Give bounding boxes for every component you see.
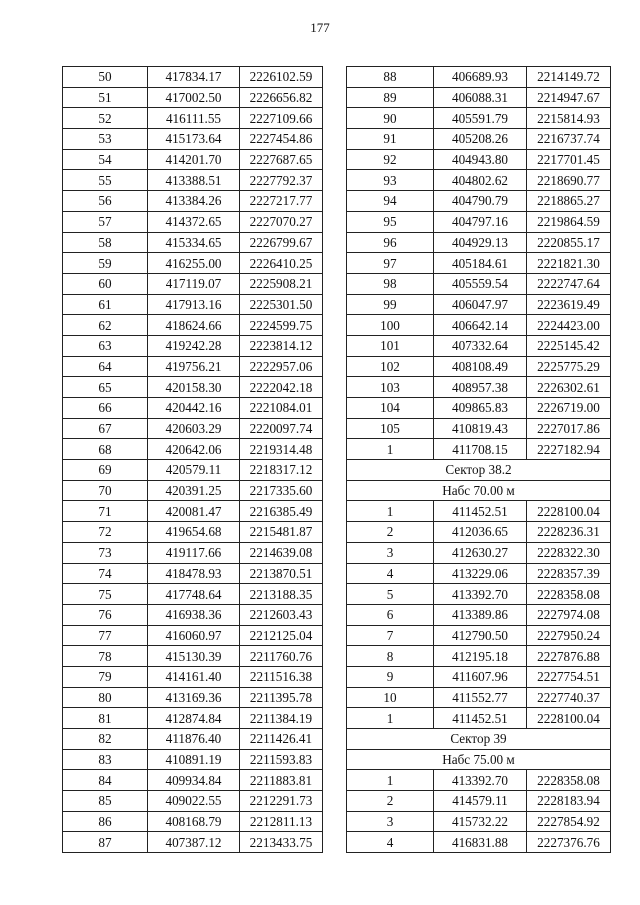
table-row	[63, 791, 323, 812]
y-coordinate-cell: 2221821.30	[527, 253, 611, 274]
x-coordinate-cell: 420579.11	[148, 460, 240, 481]
x-coordinate-cell: 413389.86	[434, 604, 527, 625]
point-number-cell: 8	[347, 646, 434, 667]
y-coordinate-cell: 2216385.49	[240, 501, 323, 522]
y-coordinate-cell: 2221084.01	[240, 398, 323, 419]
x-coordinate-cell: 409934.84	[148, 770, 240, 791]
point-number-cell: 74	[63, 563, 148, 584]
x-coordinate-cell: 412195.18	[434, 646, 527, 667]
x-coordinate-cell: 406088.31	[434, 87, 527, 108]
x-coordinate-cell: 413169.36	[148, 687, 240, 708]
point-number-cell: 1	[347, 439, 434, 460]
table-row	[347, 501, 611, 522]
y-coordinate-cell: 2211395.78	[240, 687, 323, 708]
point-number-cell: 10	[347, 687, 434, 708]
x-coordinate-cell: 404797.16	[434, 211, 527, 232]
y-coordinate-cell: 2227974.08	[527, 604, 611, 625]
point-number-cell: 104	[347, 398, 434, 419]
table-row	[347, 708, 611, 729]
point-number-cell: 75	[63, 584, 148, 605]
y-coordinate-cell: 2211384.19	[240, 708, 323, 729]
x-coordinate-cell: 416938.36	[148, 604, 240, 625]
table-row	[347, 646, 611, 667]
y-coordinate-cell: 2225775.29	[527, 356, 611, 377]
x-coordinate-cell: 404943.80	[434, 149, 527, 170]
point-number-cell: 81	[63, 708, 148, 729]
table-row	[63, 170, 323, 191]
point-number-cell: 1	[347, 501, 434, 522]
table-row	[347, 542, 611, 563]
point-number-cell: 96	[347, 232, 434, 253]
x-coordinate-cell: 420442.16	[148, 398, 240, 419]
x-coordinate-cell: 404929.13	[434, 232, 527, 253]
point-number-cell: 2	[347, 522, 434, 543]
x-coordinate-cell: 417913.16	[148, 294, 240, 315]
x-coordinate-cell: 413392.70	[434, 584, 527, 605]
point-number-cell: 102	[347, 356, 434, 377]
x-coordinate-cell: 418478.93	[148, 563, 240, 584]
y-coordinate-cell: 2212125.04	[240, 625, 323, 646]
table-row	[63, 584, 323, 605]
point-number-cell: 73	[63, 542, 148, 563]
table-row	[63, 149, 323, 170]
table-row	[63, 67, 323, 88]
y-coordinate-cell: 2211593.83	[240, 749, 323, 770]
x-coordinate-cell: 414201.70	[148, 149, 240, 170]
point-number-cell: 2	[347, 791, 434, 812]
x-coordinate-cell: 416255.00	[148, 253, 240, 274]
x-coordinate-cell: 418624.66	[148, 315, 240, 336]
y-coordinate-cell: 2224423.00	[527, 315, 611, 336]
x-coordinate-cell: 406047.97	[434, 294, 527, 315]
y-coordinate-cell: 2225301.50	[240, 294, 323, 315]
x-coordinate-cell: 419756.21	[148, 356, 240, 377]
y-coordinate-cell: 2214149.72	[527, 67, 611, 88]
x-coordinate-cell: 408168.79	[148, 811, 240, 832]
y-coordinate-cell: 2219314.48	[240, 439, 323, 460]
y-coordinate-cell: 2227109.66	[240, 108, 323, 129]
x-coordinate-cell: 411552.77	[434, 687, 527, 708]
x-coordinate-cell: 404790.79	[434, 191, 527, 212]
point-number-cell: 3	[347, 811, 434, 832]
section-header-row	[347, 749, 611, 770]
point-number-cell: 7	[347, 625, 434, 646]
y-coordinate-cell: 2220855.17	[527, 232, 611, 253]
point-number-cell: 83	[63, 749, 148, 770]
x-coordinate-cell: 414161.40	[148, 666, 240, 687]
y-coordinate-cell: 2228236.31	[527, 522, 611, 543]
table-row	[63, 335, 323, 356]
y-coordinate-cell: 2228322.30	[527, 542, 611, 563]
table-row	[347, 129, 611, 150]
point-number-cell: 66	[63, 398, 148, 419]
table-row	[63, 439, 323, 460]
x-coordinate-cell: 409022.55	[148, 791, 240, 812]
y-coordinate-cell: 2214639.08	[240, 542, 323, 563]
y-coordinate-cell: 2226799.67	[240, 232, 323, 253]
y-coordinate-cell: 2211883.81	[240, 770, 323, 791]
x-coordinate-cell: 416831.88	[434, 832, 527, 853]
table-row	[347, 335, 611, 356]
y-coordinate-cell: 2211516.38	[240, 666, 323, 687]
y-coordinate-cell: 2228183.94	[527, 791, 611, 812]
y-coordinate-cell: 2223814.12	[240, 335, 323, 356]
y-coordinate-cell: 2227687.65	[240, 149, 323, 170]
point-number-cell: 5	[347, 584, 434, 605]
y-coordinate-cell: 2213433.75	[240, 832, 323, 853]
point-number-cell: 76	[63, 604, 148, 625]
x-coordinate-cell: 410819.43	[434, 418, 527, 439]
point-number-cell: 72	[63, 522, 148, 543]
table-row	[347, 604, 611, 625]
table-row	[347, 211, 611, 232]
point-number-cell: 99	[347, 294, 434, 315]
point-number-cell: 98	[347, 273, 434, 294]
y-coordinate-cell: 2222957.06	[240, 356, 323, 377]
y-coordinate-cell: 2211760.76	[240, 646, 323, 667]
y-coordinate-cell: 2227854.92	[527, 811, 611, 832]
table-row	[63, 460, 323, 481]
point-number-cell: 4	[347, 563, 434, 584]
point-number-cell: 61	[63, 294, 148, 315]
y-coordinate-cell: 2215481.87	[240, 522, 323, 543]
point-number-cell: 82	[63, 729, 148, 750]
point-number-cell: 88	[347, 67, 434, 88]
y-coordinate-cell: 2227792.37	[240, 170, 323, 191]
x-coordinate-cell: 410891.19	[148, 749, 240, 770]
x-coordinate-cell: 420603.29	[148, 418, 240, 439]
point-number-cell: 4	[347, 832, 434, 853]
table-row	[347, 563, 611, 584]
x-coordinate-cell: 414372.65	[148, 211, 240, 232]
y-coordinate-cell: 2227182.94	[527, 439, 611, 460]
point-number-cell: 101	[347, 335, 434, 356]
x-coordinate-cell: 408957.38	[434, 377, 527, 398]
point-number-cell: 90	[347, 108, 434, 129]
point-number-cell: 77	[63, 625, 148, 646]
point-number-cell: 51	[63, 87, 148, 108]
point-number-cell: 94	[347, 191, 434, 212]
point-number-cell: 58	[63, 232, 148, 253]
y-coordinate-cell: 2211426.41	[240, 729, 323, 750]
x-coordinate-cell: 415130.39	[148, 646, 240, 667]
x-coordinate-cell: 416060.97	[148, 625, 240, 646]
y-coordinate-cell: 2226719.00	[527, 398, 611, 419]
point-number-cell: 103	[347, 377, 434, 398]
x-coordinate-cell: 405559.54	[434, 273, 527, 294]
x-coordinate-cell: 414579.11	[434, 791, 527, 812]
point-number-cell: 70	[63, 480, 148, 501]
table-row	[63, 211, 323, 232]
table-row	[63, 191, 323, 212]
table-row	[63, 253, 323, 274]
table-row	[347, 811, 611, 832]
coordinates-table-left	[62, 66, 323, 853]
point-number-cell: 100	[347, 315, 434, 336]
section-header-row	[347, 480, 611, 501]
point-number-cell: 56	[63, 191, 148, 212]
x-coordinate-cell: 419117.66	[148, 542, 240, 563]
point-number-cell: 65	[63, 377, 148, 398]
y-coordinate-cell: 2215814.93	[527, 108, 611, 129]
table-row	[63, 87, 323, 108]
y-coordinate-cell: 2213870.51	[240, 563, 323, 584]
x-coordinate-cell: 415173.64	[148, 129, 240, 150]
x-coordinate-cell: 406689.93	[434, 67, 527, 88]
y-coordinate-cell: 2217335.60	[240, 480, 323, 501]
x-coordinate-cell: 420642.06	[148, 439, 240, 460]
table-row	[63, 418, 323, 439]
table-row	[347, 439, 611, 460]
table-row	[63, 356, 323, 377]
table-row	[63, 666, 323, 687]
point-number-cell: 84	[63, 770, 148, 791]
point-number-cell: 93	[347, 170, 434, 191]
x-coordinate-cell: 405208.26	[434, 129, 527, 150]
y-coordinate-cell: 2227217.77	[240, 191, 323, 212]
table-row	[347, 418, 611, 439]
point-number-cell: 91	[347, 129, 434, 150]
y-coordinate-cell: 2227376.76	[527, 832, 611, 853]
x-coordinate-cell: 411607.96	[434, 666, 527, 687]
point-number-cell: 60	[63, 273, 148, 294]
point-number-cell: 78	[63, 646, 148, 667]
point-number-cell: 3	[347, 542, 434, 563]
x-coordinate-cell: 408108.49	[434, 356, 527, 377]
y-coordinate-cell: 2217701.45	[527, 149, 611, 170]
point-number-cell: 87	[63, 832, 148, 853]
table-row	[63, 708, 323, 729]
point-number-cell: 71	[63, 501, 148, 522]
y-coordinate-cell: 2218317.12	[240, 460, 323, 481]
point-number-cell: 85	[63, 791, 148, 812]
y-coordinate-cell: 2220097.74	[240, 418, 323, 439]
y-coordinate-cell: 2225145.42	[527, 335, 611, 356]
point-number-cell: 95	[347, 211, 434, 232]
y-coordinate-cell: 2227950.24	[527, 625, 611, 646]
y-coordinate-cell: 2228358.08	[527, 584, 611, 605]
y-coordinate-cell: 2213188.35	[240, 584, 323, 605]
table-row	[347, 108, 611, 129]
table-row	[63, 315, 323, 336]
y-coordinate-cell: 2222747.64	[527, 273, 611, 294]
table-row	[63, 501, 323, 522]
point-number-cell: 89	[347, 87, 434, 108]
y-coordinate-cell: 2216737.74	[527, 129, 611, 150]
x-coordinate-cell: 419242.28	[148, 335, 240, 356]
y-coordinate-cell: 2227876.88	[527, 646, 611, 667]
y-coordinate-cell: 2223619.49	[527, 294, 611, 315]
y-coordinate-cell: 2212291.73	[240, 791, 323, 812]
point-number-cell: 62	[63, 315, 148, 336]
table-row	[63, 480, 323, 501]
point-number-cell: 67	[63, 418, 148, 439]
table-row	[63, 377, 323, 398]
x-coordinate-cell: 420158.30	[148, 377, 240, 398]
x-coordinate-cell: 404802.62	[434, 170, 527, 191]
section-header-row	[347, 460, 611, 481]
table-row	[347, 315, 611, 336]
table-row	[63, 108, 323, 129]
y-coordinate-cell: 2227017.86	[527, 418, 611, 439]
x-coordinate-cell: 413392.70	[434, 770, 527, 791]
table-row	[63, 563, 323, 584]
y-coordinate-cell: 2218865.27	[527, 191, 611, 212]
table-row	[63, 625, 323, 646]
y-coordinate-cell: 2212603.43	[240, 604, 323, 625]
x-coordinate-cell: 411708.15	[434, 439, 527, 460]
point-number-cell: 68	[63, 439, 148, 460]
y-coordinate-cell: 2222042.18	[240, 377, 323, 398]
table-row	[347, 356, 611, 377]
page-number: 177	[310, 20, 330, 35]
point-number-cell: 69	[63, 460, 148, 481]
point-number-cell: 6	[347, 604, 434, 625]
table-row	[63, 749, 323, 770]
point-number-cell: 59	[63, 253, 148, 274]
table-row	[63, 646, 323, 667]
x-coordinate-cell: 412790.50	[434, 625, 527, 646]
point-number-cell: 9	[347, 666, 434, 687]
x-coordinate-cell: 412630.27	[434, 542, 527, 563]
table-row	[347, 253, 611, 274]
y-coordinate-cell: 2224599.75	[240, 315, 323, 336]
x-coordinate-cell: 405591.79	[434, 108, 527, 129]
table-row	[63, 294, 323, 315]
table-row	[347, 232, 611, 253]
table-row	[347, 522, 611, 543]
x-coordinate-cell: 416111.55	[148, 108, 240, 129]
x-coordinate-cell: 406642.14	[434, 315, 527, 336]
y-coordinate-cell: 2226410.25	[240, 253, 323, 274]
table-row	[347, 584, 611, 605]
table-row	[63, 398, 323, 419]
x-coordinate-cell: 413384.26	[148, 191, 240, 212]
x-coordinate-cell: 420081.47	[148, 501, 240, 522]
table-row	[347, 170, 611, 191]
table-row	[63, 273, 323, 294]
x-coordinate-cell: 417119.07	[148, 273, 240, 294]
y-coordinate-cell: 2228100.04	[527, 501, 611, 522]
table-row	[347, 770, 611, 791]
table-row	[347, 294, 611, 315]
point-number-cell: 1	[347, 708, 434, 729]
table-row	[63, 832, 323, 853]
table-row	[347, 666, 611, 687]
x-coordinate-cell: 411452.51	[434, 708, 527, 729]
table-row	[63, 232, 323, 253]
point-number-cell: 80	[63, 687, 148, 708]
section-header: Набс 70.00 м	[347, 480, 611, 501]
y-coordinate-cell: 2227070.27	[240, 211, 323, 232]
section-header-row	[347, 729, 611, 750]
x-coordinate-cell: 415732.22	[434, 811, 527, 832]
table-row	[347, 67, 611, 88]
y-coordinate-cell: 2227454.86	[240, 129, 323, 150]
y-coordinate-cell: 2212811.13	[240, 811, 323, 832]
x-coordinate-cell: 409865.83	[434, 398, 527, 419]
table-row	[347, 191, 611, 212]
table-row	[63, 687, 323, 708]
section-header: Сектор 38.2	[347, 460, 611, 481]
y-coordinate-cell: 2214947.67	[527, 87, 611, 108]
point-number-cell: 54	[63, 149, 148, 170]
table-row	[63, 811, 323, 832]
x-coordinate-cell: 413388.51	[148, 170, 240, 191]
x-coordinate-cell: 412036.65	[434, 522, 527, 543]
point-number-cell: 55	[63, 170, 148, 191]
point-number-cell: 50	[63, 67, 148, 88]
point-number-cell: 57	[63, 211, 148, 232]
table-row	[347, 791, 611, 812]
point-number-cell: 97	[347, 253, 434, 274]
table-row	[347, 687, 611, 708]
table-row	[63, 522, 323, 543]
section-header: Сектор 39	[347, 729, 611, 750]
y-coordinate-cell: 2228100.04	[527, 708, 611, 729]
table-row	[347, 149, 611, 170]
point-number-cell: 52	[63, 108, 148, 129]
y-coordinate-cell: 2226656.82	[240, 87, 323, 108]
table-row	[63, 129, 323, 150]
section-header: Набс 75.00 м	[347, 749, 611, 770]
table-row	[347, 832, 611, 853]
x-coordinate-cell: 413229.06	[434, 563, 527, 584]
point-number-cell: 105	[347, 418, 434, 439]
x-coordinate-cell: 405184.61	[434, 253, 527, 274]
point-number-cell: 53	[63, 129, 148, 150]
x-coordinate-cell: 411452.51	[434, 501, 527, 522]
table-row	[347, 273, 611, 294]
table-row	[347, 398, 611, 419]
x-coordinate-cell: 417748.64	[148, 584, 240, 605]
table-row	[347, 377, 611, 398]
x-coordinate-cell: 415334.65	[148, 232, 240, 253]
y-coordinate-cell: 2227740.37	[527, 687, 611, 708]
point-number-cell: 64	[63, 356, 148, 377]
x-coordinate-cell: 420391.25	[148, 480, 240, 501]
table-row	[63, 604, 323, 625]
point-number-cell: 86	[63, 811, 148, 832]
x-coordinate-cell: 419654.68	[148, 522, 240, 543]
y-coordinate-cell: 2226302.61	[527, 377, 611, 398]
x-coordinate-cell: 417834.17	[148, 67, 240, 88]
y-coordinate-cell: 2226102.59	[240, 67, 323, 88]
table-row	[63, 770, 323, 791]
table-row	[347, 625, 611, 646]
y-coordinate-cell: 2225908.21	[240, 273, 323, 294]
y-coordinate-cell: 2227754.51	[527, 666, 611, 687]
table-row	[347, 87, 611, 108]
point-number-cell: 1	[347, 770, 434, 791]
coordinates-table-right	[346, 66, 611, 853]
y-coordinate-cell: 2218690.77	[527, 170, 611, 191]
y-coordinate-cell: 2219864.59	[527, 211, 611, 232]
x-coordinate-cell: 412874.84	[148, 708, 240, 729]
y-coordinate-cell: 2228358.08	[527, 770, 611, 791]
table-row	[63, 729, 323, 750]
x-coordinate-cell: 407387.12	[148, 832, 240, 853]
x-coordinate-cell: 417002.50	[148, 87, 240, 108]
point-number-cell: 92	[347, 149, 434, 170]
point-number-cell: 63	[63, 335, 148, 356]
x-coordinate-cell: 411876.40	[148, 729, 240, 750]
point-number-cell: 79	[63, 666, 148, 687]
table-row	[63, 542, 323, 563]
x-coordinate-cell: 407332.64	[434, 335, 527, 356]
y-coordinate-cell: 2228357.39	[527, 563, 611, 584]
